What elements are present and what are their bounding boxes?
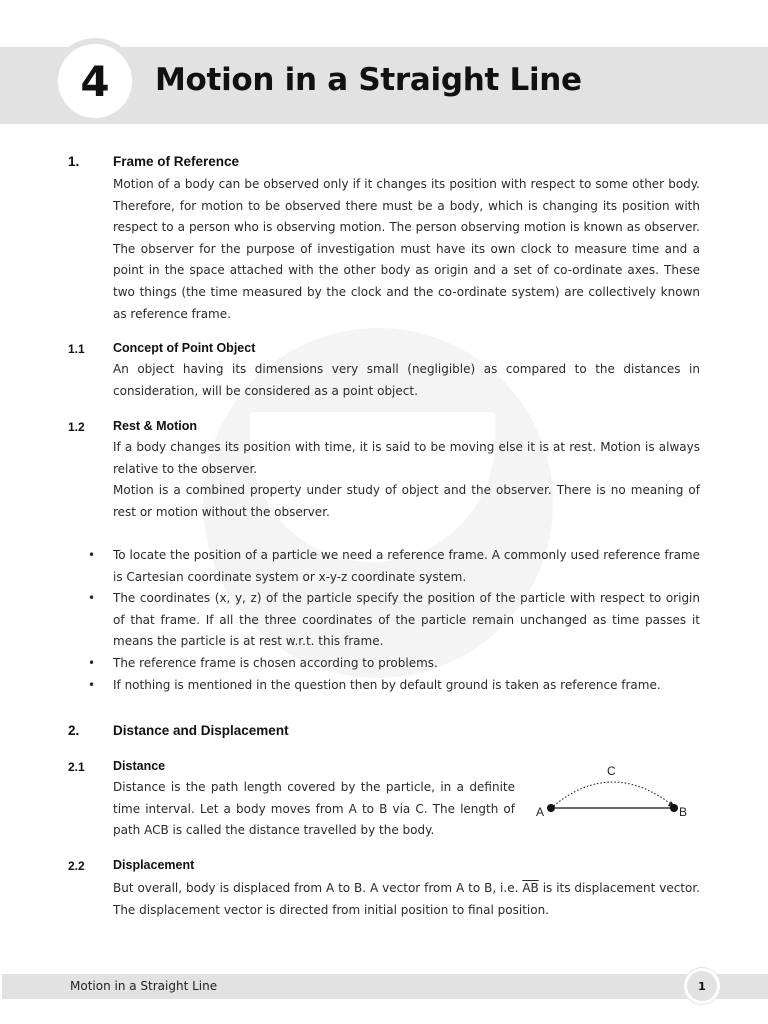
subsection-number: 1.1: [68, 342, 85, 356]
bullet-list: [88, 545, 700, 696]
paragraph-frame-of-reference: Motion of a body can be observed only if it changes its position with respect to some other body. Therefore, for motion to be observed there must be a body, which is changing its position with respect to a person who is observing motion. The person observing motion is known as observer. The observer for the purpose of investigation must have its own clock to measure time and a point in the space attached with the other body as origin and a set of co-ordinate axes. These two things (the time measured by the clock and the co-ordinate system) are collectively known as reference frame.: [113, 177, 700, 321]
vector-ab: $\overline{AB}$: [522, 881, 539, 895]
section-number: 2.: [68, 723, 80, 738]
paragraph-point-object: An object having its dimensions very small (negligible) as compared to the distances in consideration, will be considered as a point object.: [113, 362, 700, 398]
chapter-title: Motion in a Straight Line: [155, 62, 582, 98]
list-item: • To locate the position of a particle we need a reference frame. A commonly used reference frame is Cartesian coordinate system or x-y-z coordinate system.: [88, 545, 700, 588]
subsection-number: 2.2: [68, 859, 85, 873]
subsection-number: 1.2: [68, 420, 85, 434]
paragraph-displacement: But overall, body is displaced from A to B. A vector from A to B, i.e. $\overline{AB}$ is its displacement vector. The displacement vector is directed from initial position to final position.: [113, 881, 700, 917]
bullet-dot: •: [88, 591, 96, 606]
chapter-number-badge: 4: [52, 38, 138, 124]
curved-path-acb: [551, 782, 676, 808]
list-item: • The reference frame is chosen according to problems.: [88, 653, 700, 675]
label-a: A: [536, 805, 545, 819]
bullet-dot: •: [88, 655, 96, 670]
subsection-heading-point-object: Concept of Point Object: [113, 341, 256, 355]
subsection-heading-displacement: Displacement: [113, 858, 195, 872]
bullet-dot: •: [88, 677, 96, 692]
page-number: 1: [684, 968, 720, 1004]
label-b: B: [679, 805, 688, 819]
section-heading-frame-of-reference: Frame of Reference: [113, 154, 240, 169]
subsection-heading-rest-motion: Rest & Motion: [113, 419, 198, 433]
list-item: • The coordinates (x, y, z) of the particle specify the position of the particle with respect to origin of that frame. If all the three coordinates of the particle remain unchanged as time passes it means the particle is at rest w.r.t. this frame.: [88, 588, 700, 653]
paragraph-rest-motion-2: Motion is a combined property under study of object and the observer. There is no meaning of rest or motion without the observer.: [113, 483, 700, 519]
footer-chapter-title: Motion in a Straight Line: [70, 979, 218, 993]
point-a: [547, 804, 555, 812]
point-b: [670, 804, 678, 812]
path-acb-diagram: [530, 760, 700, 830]
subsection-heading-distance: Distance: [113, 759, 166, 773]
label-c: C: [607, 764, 616, 778]
bullet-dot: •: [88, 548, 96, 562]
section-number: 1.: [68, 154, 80, 169]
paragraph-distance: Distance is the path length covered by the particle, in a definite time interval. Let a body moves from A to B via C. The length of path ACB is called the distance travelled by the body.: [113, 780, 515, 838]
subsection-number: 2.1: [68, 760, 85, 774]
paragraph-rest-motion-1: If a body changes its position with time, it is said to be moving else it is at rest. Motion is always relative to the observer.: [113, 440, 700, 476]
list-item: • If nothing is mentioned in the question then by default ground is taken as reference frame.: [88, 675, 700, 697]
section-heading-distance-displacement: Distance and Displacement: [113, 723, 289, 738]
